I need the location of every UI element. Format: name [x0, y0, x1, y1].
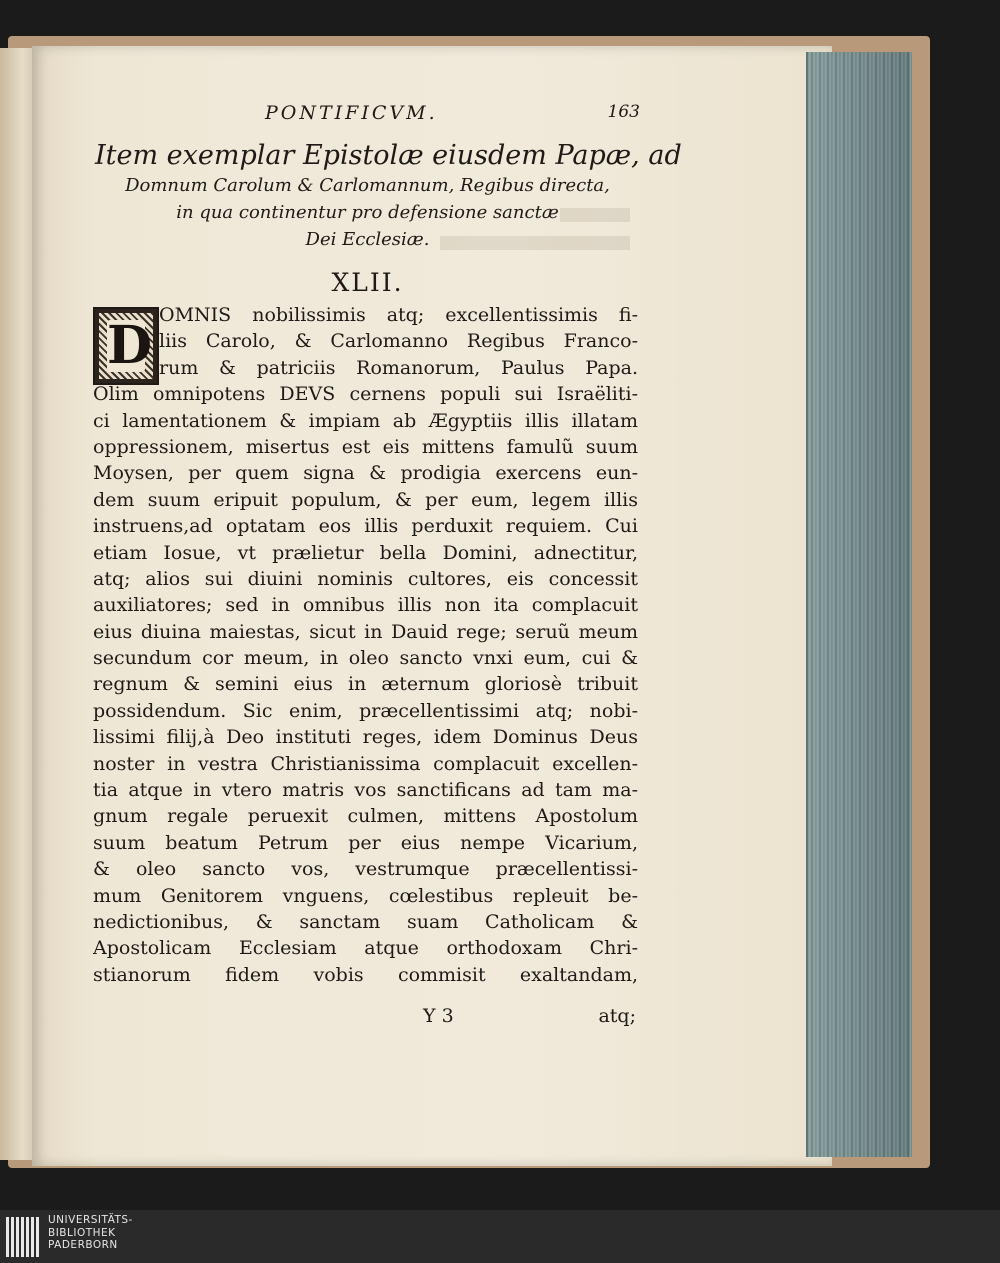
- body-line: eius diuina maiestas, sicut in Dauid rege; seruũ meum: [93, 620, 638, 643]
- body-line: noster in vestra Christianissima complacuit excellen-: [93, 752, 638, 775]
- library-name: [48, 1214, 133, 1252]
- body-line: ci lamentationem & impiam ab Ægyptiis illis illatam: [93, 409, 638, 432]
- page-footer: [93, 1005, 638, 1035]
- body-line: suum beatum Petrum per eius nempe Vicarium,: [93, 831, 638, 854]
- body-line: auxiliatores; sed in omnibus illis non ita complacuit: [93, 594, 638, 617]
- heading-line-2: Domnum Carolum & Carlomannum, Regibus directa,: [125, 175, 610, 196]
- signature-mark: Y 3: [423, 1005, 454, 1027]
- body-line: etiam Iosue, vt prælietur bella Domini, adnectitur,: [93, 541, 638, 564]
- library-name-line-1: UNIVERSITÄTS-: [48, 1214, 133, 1226]
- body-line: regnum & semini eius in æternum gloriosè tribuit: [93, 673, 638, 696]
- body-line: lissimi filij,à Deo instituti reges, idem Dominus Deus: [93, 726, 638, 749]
- body-line: stianorum fidem vobis commisit exaltandam,: [93, 963, 638, 986]
- heading-line-3: in qua continentur pro defensione sanctæ: [176, 202, 559, 223]
- page-number: 163: [607, 102, 640, 122]
- body-line: tia atque in vtero matris vos sanctificans ad tam ma-: [93, 779, 638, 802]
- body-line: gnum regale peruexit culmen, mittens Apostolum: [93, 805, 638, 828]
- chapter-heading: [95, 140, 682, 253]
- running-head-title: PONTIFICVM.: [265, 102, 438, 124]
- body-line: Apostolicam Ecclesiam atque orthodoxam Chri-: [93, 937, 638, 960]
- fore-edge-shading: [806, 52, 910, 1157]
- body-line: atq; alios sui diuini nominis cultores, eis concessit: [93, 567, 638, 590]
- body-line: & oleo sancto vos, vestrumque præcellentissi-: [93, 858, 638, 881]
- library-banner: [0, 1210, 1000, 1263]
- body-text: [93, 302, 638, 988]
- body-line: instruens,ad optatam eos illis perduxit requiem. Cui: [93, 515, 638, 538]
- body-line: nedictionibus, & sanctam suam Catholicam &: [93, 910, 638, 933]
- body-line: Olim omnipotens DEVS cernens populi sui Israëliti-: [93, 383, 638, 406]
- library-logo-icon: [6, 1217, 40, 1257]
- body-line: secundum cor meum, in oleo sancto vnxi eum, cui &: [93, 647, 638, 670]
- body-line: liis Carolo, & Carlomanno Regibus Franco-: [159, 330, 638, 353]
- running-head: [255, 102, 640, 132]
- library-name-line-2: BIBLIOTHEK: [48, 1226, 116, 1239]
- body-line: Moysen, per quem signa & prodigia exercens eun-: [93, 462, 638, 485]
- catchword: atq;: [598, 1005, 636, 1027]
- chapter-numeral: XLII.: [331, 268, 404, 297]
- initial-letter: D: [107, 315, 153, 376]
- body-line: OMNIS nobilissimis atq; excellentissimis fi-: [159, 304, 638, 326]
- heading-line-1: Item exemplar Epistolæ eiusdem Papæ, ad: [95, 140, 682, 171]
- body-line: dem suum eripuit populum, & per eum, legem illis: [93, 488, 638, 511]
- heading-line-4: Dei Ecclesiæ.: [305, 229, 430, 250]
- body-line: rum & patriciis Romanorum, Paulus Papa.: [159, 356, 638, 379]
- library-name-line-3: PADERBORN: [48, 1239, 118, 1251]
- left-page-edge: [0, 48, 33, 1160]
- body-line: possidendum. Sic enim, præcellentissimi atq; nobi-: [93, 699, 638, 722]
- body-line: oppressionem, misertus est eis mittens famulũ suum: [93, 435, 638, 458]
- body-line: mum Genitorem vnguens, cœlestibus repleuit be-: [93, 884, 638, 907]
